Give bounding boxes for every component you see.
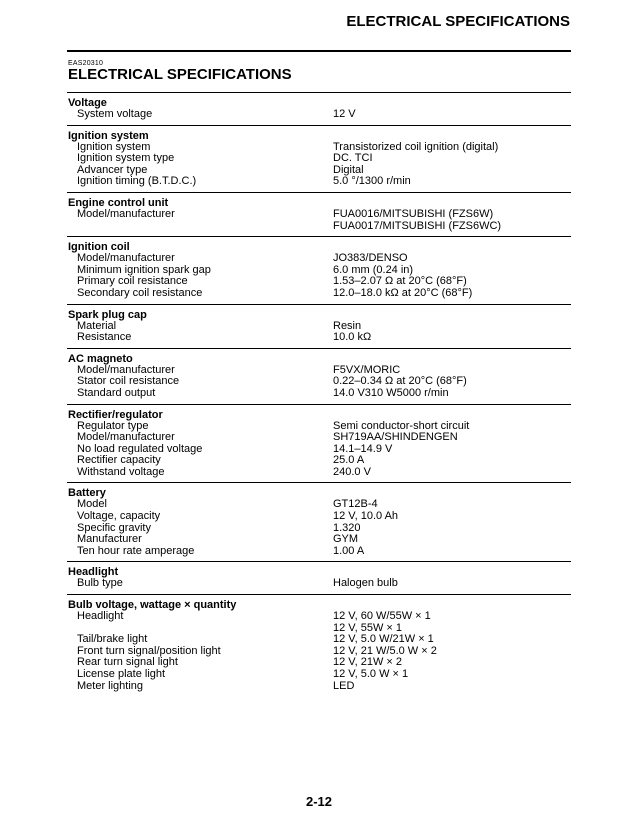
spec-value-line: 1.00 A <box>333 544 365 557</box>
spec-label: License plate light <box>77 668 166 680</box>
spec-value-line: 12 V, 21W × 2 <box>333 656 403 669</box>
page-header-title: ELECTRICAL SPECIFICATIONS <box>346 13 570 30</box>
spec-label: Manufacturer <box>77 533 142 546</box>
spec-value-line: SH719AA/SHINDENGEN <box>333 431 458 444</box>
spec-value-line: 5.0 °/1300 r/min <box>333 175 411 188</box>
spec-group-title: Ignition system <box>68 129 149 142</box>
spec-row <box>67 332 571 344</box>
spec-label: Meter lighting <box>77 679 144 692</box>
spec-value-line: 12 V, 10.0 Ah <box>333 510 399 523</box>
spec-group <box>67 348 571 404</box>
spec-label: Ten hour rate amperage <box>77 544 195 557</box>
spec-label: Model <box>77 498 107 511</box>
spec-value <box>333 523 571 535</box>
spec-label: Voltage, capacity <box>77 510 161 523</box>
spec-table <box>67 92 571 696</box>
spec-row <box>67 388 571 400</box>
spec-label: Ignition system <box>77 140 151 153</box>
spec-value <box>333 209 571 232</box>
spec-row <box>67 253 571 265</box>
spec-row <box>67 546 571 558</box>
spec-value-line: JO383/DENSO <box>333 252 408 265</box>
spec-value <box>333 546 571 558</box>
spec-group <box>67 192 571 236</box>
spec-row <box>67 321 571 333</box>
spec-group <box>67 561 571 594</box>
spec-value <box>333 444 571 456</box>
spec-value <box>333 511 571 523</box>
spec-label: Model/manufacturer <box>77 207 175 220</box>
spec-group-title: Headlight <box>68 566 119 579</box>
spec-label: Standard output <box>77 386 156 399</box>
spec-value-line: GT12B-4 <box>333 498 378 511</box>
spec-value-line: Halogen bulb <box>333 577 398 590</box>
spec-value <box>333 109 571 121</box>
spec-value-line: FUA0017/MITSUBISHI (FZS6WC) <box>333 219 502 232</box>
spec-value-line: 12 V, 55W × 1 <box>333 621 403 634</box>
spec-label: Front turn signal/position light <box>77 644 221 657</box>
spec-label: Withstand voltage <box>77 465 165 478</box>
document-code: EAS20310 <box>68 60 104 67</box>
spec-value-line: Semi conductor-short circuit <box>333 419 470 432</box>
spec-group <box>67 92 571 125</box>
spec-group <box>67 482 571 561</box>
spec-label: Regulator type <box>77 419 149 432</box>
spec-group-title: Rectifier/regulator <box>68 408 163 421</box>
spec-label: Specific gravity <box>77 521 151 534</box>
spec-group <box>67 125 571 192</box>
spec-label: Tail/brake light <box>77 633 148 646</box>
spec-value-line: 14.0 V310 W5000 r/min <box>333 386 449 399</box>
spec-value-line: LED <box>333 679 355 692</box>
spec-row <box>67 611 571 634</box>
spec-value-line: 12 V, 60 W/55W × 1 <box>333 610 431 623</box>
spec-label: Resistance <box>77 331 132 344</box>
spec-label: Stator coil resistance <box>77 375 180 388</box>
spec-value-line: 0.22–0.34 Ω at 20°C (68°F) <box>333 375 467 388</box>
spec-value <box>333 578 571 590</box>
spec-label: Secondary coil resistance <box>77 286 203 299</box>
spec-value-line: 12 V, 5.0 W/21W × 1 <box>333 633 434 646</box>
page-number: 2-12 <box>305 794 333 809</box>
spec-value-line: 240.0 V <box>333 465 371 478</box>
spec-group-title: Engine control unit <box>68 196 169 209</box>
spec-value-line: 10.0 kΩ <box>333 331 372 344</box>
spec-value-line: 14.1–14.9 V <box>333 442 393 455</box>
spec-group-title: Ignition coil <box>68 241 130 254</box>
spec-value-line: GYM <box>333 533 359 546</box>
spec-value <box>333 467 571 479</box>
spec-value-line: 12 V, 21 W/5.0 W × 2 <box>333 644 437 657</box>
spec-row <box>67 176 571 188</box>
spec-label: Minimum ignition spark gap <box>77 263 211 276</box>
spec-value-line: F5VX/MORIC <box>333 363 401 376</box>
spec-value <box>333 669 571 681</box>
spec-value <box>333 253 571 265</box>
spec-value <box>333 388 571 400</box>
spec-value-line: Resin <box>333 319 362 332</box>
spec-value-line: Transistorized coil ignition (digital) <box>333 140 499 153</box>
spec-group <box>67 304 571 348</box>
spec-group-title: Battery <box>68 487 106 500</box>
spec-value <box>333 153 571 165</box>
spec-label: Model/manufacturer <box>77 431 175 444</box>
spec-label: Rear turn signal light <box>77 656 178 669</box>
spec-row <box>67 109 571 121</box>
spec-value-line: 25.0 A <box>333 454 365 467</box>
spec-row <box>67 432 571 444</box>
spec-row <box>67 209 571 232</box>
header-divider <box>67 50 571 52</box>
spec-value-line: 6.0 mm (0.24 in) <box>333 263 414 276</box>
spec-label: Headlight <box>77 610 124 623</box>
spec-label: Primary coil resistance <box>77 275 188 288</box>
spec-row <box>67 511 571 523</box>
spec-label: Bulb type <box>77 577 123 590</box>
spec-row <box>67 681 571 693</box>
spec-row <box>67 467 571 479</box>
spec-value-line: 1.53–2.07 Ω at 20°C (68°F) <box>333 275 467 288</box>
spec-value <box>333 534 571 546</box>
spec-group-title: AC magneto <box>68 352 133 365</box>
spec-label: Material <box>77 319 117 332</box>
spec-value <box>333 176 571 188</box>
spec-group-title: Spark plug cap <box>68 308 147 321</box>
spec-group-title: Voltage <box>68 97 107 109</box>
spec-value <box>333 332 571 344</box>
spec-value-line: Digital <box>333 163 364 176</box>
spec-value-line: FUA0016/MITSUBISHI (FZS6W) <box>333 207 494 220</box>
spec-label: Advancer type <box>77 163 148 176</box>
spec-group-title: Bulb voltage, wattage × quantity <box>68 599 237 612</box>
spec-value-line: 12.0–18.0 kΩ at 20°C (68°F) <box>333 286 473 299</box>
spec-row <box>67 669 571 681</box>
spec-value-line: DC. TCI <box>333 152 373 165</box>
spec-label: Ignition system type <box>77 152 175 165</box>
spec-label: Model/manufacturer <box>77 252 175 265</box>
section-title: ELECTRICAL SPECIFICATIONS <box>68 66 292 83</box>
spec-value-line: 12 V, 5.0 W × 1 <box>333 668 409 680</box>
spec-value <box>333 681 571 693</box>
spec-value <box>333 611 571 634</box>
spec-value-line: 12 V <box>333 108 356 120</box>
spec-value <box>333 288 571 300</box>
spec-group <box>67 404 571 483</box>
spec-label: Ignition timing (B.T.D.C.) <box>77 175 197 188</box>
spec-label: System voltage <box>77 108 153 120</box>
spec-label: Model/manufacturer <box>77 363 175 376</box>
spec-row <box>67 523 571 535</box>
spec-value-line: 1.320 <box>333 521 361 534</box>
spec-group <box>67 236 571 303</box>
spec-value <box>333 432 571 444</box>
spec-row <box>67 578 571 590</box>
spec-label: No load regulated voltage <box>77 442 203 455</box>
spec-row <box>67 288 571 300</box>
spec-label: Rectifier capacity <box>77 454 161 467</box>
spec-group <box>67 594 571 696</box>
